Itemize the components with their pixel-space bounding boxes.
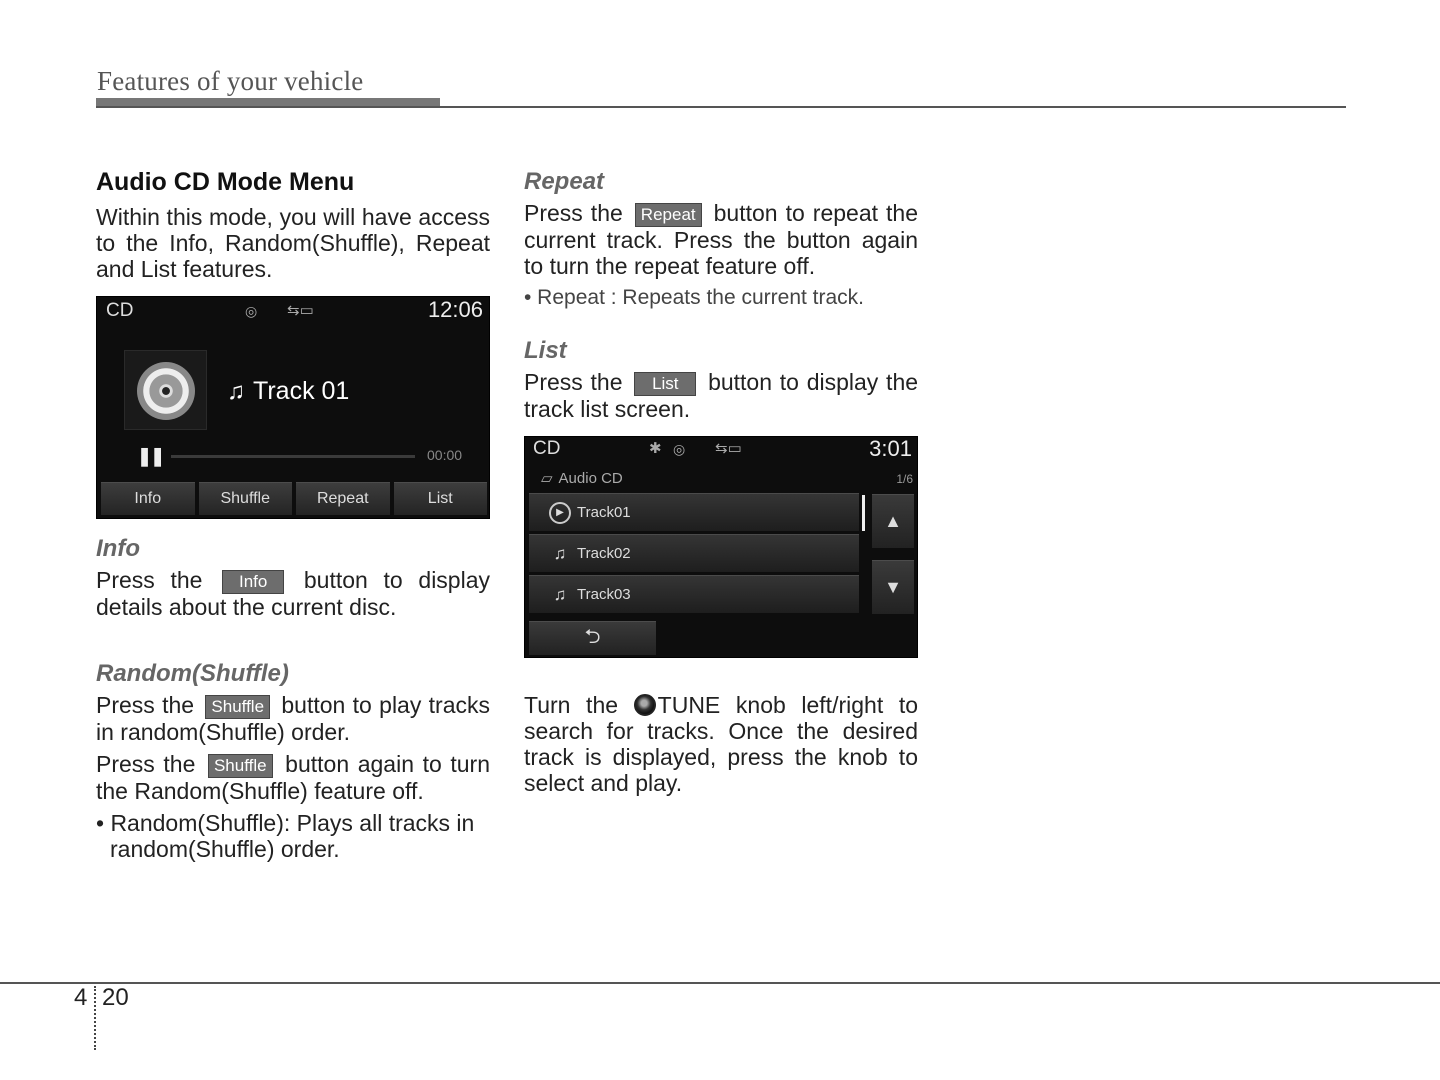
source-label: CD [533,438,561,459]
repeat-chip: Repeat [635,203,702,227]
left-column [96,168,490,868]
cd-disc-icon [137,362,195,420]
repeat-heading: Repeat [524,168,605,195]
shuffle-button[interactable]: Shuffle [199,482,293,515]
chapter-number: 4 [74,984,88,1011]
disc-status-icon: ◎ [673,441,686,457]
shuffle-chip-2: Shuffle [208,754,273,778]
random-paragraph-2 [96,751,490,804]
source-label: CD [106,300,134,321]
list-text-pre: Press the [524,369,623,395]
music-note-icon: ♫ [227,378,245,405]
track-row[interactable] [529,493,859,531]
track-name: Track 01 [253,377,350,405]
page-indicator: 1/6 [896,472,913,486]
list-heading: List [524,337,567,364]
usb-icon: ⇆▭ [715,440,742,457]
tune-knob-label: TUNE [657,692,721,718]
info-paragraph [96,567,490,620]
cd-mode-screen [96,296,490,519]
track-title [227,377,349,406]
music-note-icon: ♫ [553,584,567,604]
info-text-pre: Press the [96,567,203,593]
clock: 12:06 [427,297,483,322]
section-title: Audio CD Mode Menu [96,168,355,196]
progress-bar[interactable] [171,455,415,458]
info-chip: Info [222,570,284,594]
list-text-post: button to display the track list screen. [524,369,919,422]
info-heading: Info [96,535,140,562]
repeat-text-pre: Press the [524,200,623,226]
arrow-down-icon: ▼ [884,577,902,597]
page-number: 20 [102,984,129,1011]
header-rule [96,106,1346,108]
info-text-post: button to display details about the current disc. [96,567,490,620]
track-name: Track03 [577,586,631,603]
random-text-pre: Press the [96,692,195,718]
folder-path [541,469,623,487]
random2-text-pre: Press the [96,751,196,777]
play-icon: ▶ [549,502,571,524]
shuffle-chip: Shuffle [205,695,270,719]
repeat-text-post: button to repeat the current track. Press the button again to turn the repeat feature off. [524,200,918,279]
clock: 3:01 [869,436,912,461]
back-button[interactable] [529,621,656,655]
random2-text-post: button again to turn the Random(Shuffle) feature off. [96,751,490,804]
list-button[interactable]: List [394,482,488,515]
music-note-icon: ♫ [553,543,567,563]
track-row[interactable] [529,534,859,572]
album-art [124,350,207,430]
track-name: Track02 [577,545,631,562]
footer-rule [0,982,1440,984]
track-row[interactable] [529,575,859,613]
folder-name: Audio CD [558,470,623,487]
back-arrow-icon: ⮌ [584,625,601,648]
tune-text-pre: Turn the [524,692,619,718]
right-column [524,168,918,802]
footer-divider [94,986,96,1050]
usb-icon: ⇆▭ [287,302,314,319]
random-heading: Random(Shuffle) [96,660,289,687]
mode-button-row [101,482,487,515]
repeat-button[interactable]: Repeat [296,482,390,515]
tune-paragraph [524,692,918,796]
running-header: Features of your vehicle [97,66,364,96]
random-text-post: button to play tracks in random(Shuffle) order. [96,692,491,745]
random-bullet: • Random(Shuffle): Plays all tracks in random(Shuffle) order. [96,810,475,862]
track-name: Track01 [577,504,631,521]
pause-icon[interactable]: ❚❚ [137,446,164,466]
tune-text-post: knob left/right to search for tracks. Once the desired track is displayed, press the knob to select and play. [524,692,919,796]
scroll-up-button[interactable] [872,494,914,548]
random-paragraph-1 [96,692,490,745]
list-paragraph [524,369,918,422]
track-list-screen [524,436,918,658]
intro-paragraph: Within this mode, you will have access to the Info, Random(Shuffle), Repeat and List features. [96,204,490,282]
elapsed-time: 00:00 [427,447,463,463]
disc-status-icon: ◎ [245,303,258,319]
selection-indicator [862,495,865,531]
bluetooth-icon: ✱ [649,440,662,457]
folder-icon: ▱ [541,470,553,487]
info-button[interactable]: Info [101,482,195,515]
repeat-paragraph [524,200,918,279]
scroll-down-button[interactable] [872,560,914,614]
arrow-up-icon: ▲ [884,511,902,531]
repeat-bullet: • Repeat : Repeats the current track. [524,286,865,309]
list-chip: List [634,372,696,396]
tune-knob-icon [634,694,656,716]
